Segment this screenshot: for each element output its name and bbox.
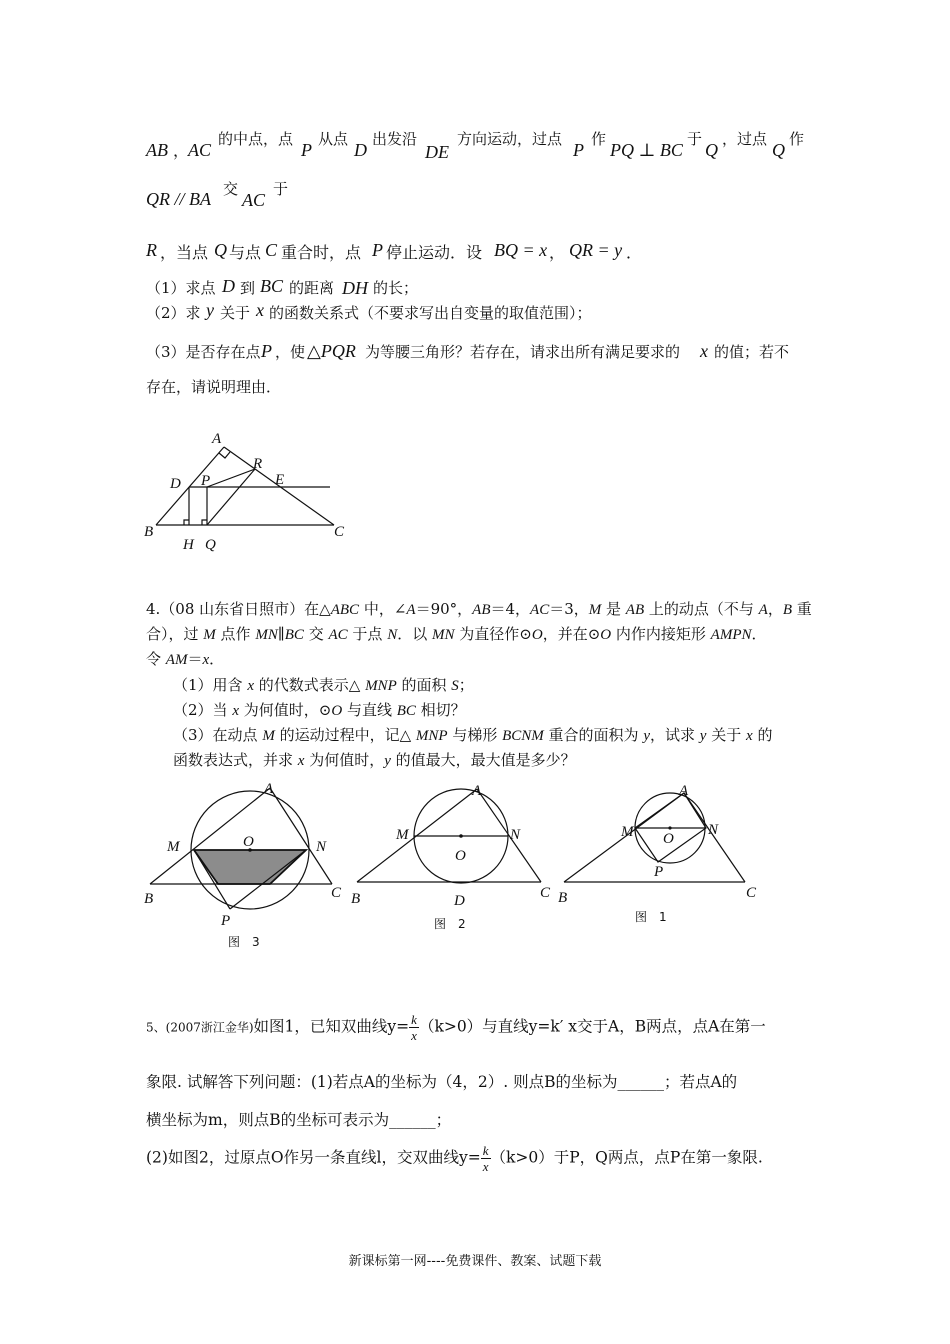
caption: 图 1 <box>635 910 667 924</box>
problem-3-line4-token: 的长； <box>373 279 419 297</box>
problem-3-line4-token: DH <box>342 278 368 298</box>
problem-3-line1-token: 作 <box>591 130 607 148</box>
label-a: A <box>472 783 482 799</box>
problem-3-line1-token: DE <box>425 142 449 162</box>
problem-4-q3-cont: 函数表达式，并求 x 为何值时，y 的值最大，最大值是多少？ <box>173 751 576 769</box>
problem-3-line6-token: 为等腰三角形？若存在，请求出所有满足要求的 <box>365 343 681 361</box>
label-d: D <box>170 476 181 492</box>
label-o: O <box>455 848 466 864</box>
label-o: O <box>243 834 254 850</box>
problem-3-line5-token: 关于 <box>220 304 251 322</box>
page-footer: 新课标第一网----免费课件、教案、试题下载 <box>348 1254 602 1269</box>
label-h: H <box>183 537 194 553</box>
problem-3-line5-token: y <box>206 300 214 320</box>
problem-3-line5-token: 的函数关系式（不要求写出自变量的取值范围）； <box>269 304 592 322</box>
problem-3-line3-token: ，当点 <box>160 243 209 262</box>
label-a: A <box>679 783 689 799</box>
problem-3-line6-token: P <box>261 341 272 361</box>
label-a: A <box>264 781 274 797</box>
problem-3-line4-token: BC <box>260 276 284 296</box>
problem-4-q2: （2）当 x 为何值时，⊙O 与直线 BC 相切？ <box>173 701 466 719</box>
problem-3-line1-token: Q <box>705 140 718 160</box>
problem-4-q1: （1）用含 x 的代数式表示△ MNP 的面积 S； <box>173 676 474 694</box>
label-c: C <box>331 885 342 901</box>
problem-3-line3-token: 停止运动．设 <box>386 243 483 262</box>
problem-3-line3-token: 重合时，点 <box>281 243 362 262</box>
problem-5-line-3: 横坐标为m，则点B的坐标可表示为______； <box>146 1111 452 1129</box>
problem-3-line1-token: ， <box>173 141 190 160</box>
problem-3-line4-token: 到 <box>240 279 256 297</box>
problem-4-line-2: 合），过 M 点作 MN∥BC 交 AC 于点 N．以 MN 为直径作⊙O，并在⊙O 内作内接矩形 AMPN． <box>146 625 767 643</box>
problem-3-line1-token: D <box>354 140 367 160</box>
label-b: B <box>558 890 568 906</box>
label-c: C <box>334 524 345 540</box>
problem-3-line5-token: （2）求 <box>146 304 201 322</box>
label-n: N <box>510 827 521 843</box>
problem-4-q3: （3）在动点 M 的运动过程中，记△ MNP 与梯形 BCNM 重合的面积为 y，试求 y 关于 x 的 <box>173 726 773 744</box>
problem-3-line1-token: 出发沿 <box>372 130 418 148</box>
label-n: N <box>708 822 719 838</box>
shaded-region <box>194 850 306 884</box>
problem-3-line3-token: ， <box>549 243 566 262</box>
label-c: C <box>540 885 551 901</box>
problem-5-line-2: 象限. 试解答下列问题：(1)若点A的坐标为（4，2）. 则点B的坐标为______；若点A的 <box>146 1073 738 1091</box>
problem-3-line2-token: AC <box>242 190 266 210</box>
fraction-k-over-x: $\frac{k}{x}$ <box>482 1143 489 1174</box>
label-r: R <box>253 456 263 472</box>
problem-number: 5、 <box>146 1020 166 1035</box>
problem-3-line1-token: 于 <box>687 130 703 148</box>
label-c: C <box>746 885 757 901</box>
label-p: P <box>221 913 231 929</box>
problem-3-line1-token: 方向运动，过点 <box>457 130 563 148</box>
segment-ab <box>156 447 224 525</box>
problem-4-line-1: 4.（08 山东省日照市）在△ABC 中，∠A＝90°，AB＝4，AC＝3，M 是 AB 上的动点（不与 A，B 重 <box>146 600 812 618</box>
problem-3-line1-token: 从点 <box>318 130 349 148</box>
label-d: D <box>454 893 465 909</box>
problem-3-line1-token: P <box>573 140 584 160</box>
label-n: N <box>316 839 327 855</box>
label-b: B <box>144 524 154 540</box>
label-m: M <box>621 824 634 840</box>
problem-3-line2-token: 于 <box>273 180 289 198</box>
problem-3-line6-token: ，使 <box>275 343 306 361</box>
problem-4-figure-3 <box>140 780 360 955</box>
problem-3-line3-token: ． <box>626 243 643 262</box>
problem-3-line1-token: Q <box>772 140 785 160</box>
label-p: P <box>654 864 664 880</box>
problem-5-line-4: (2)如图2，过原点O作另一条直线l，交双曲线y= $\frac{k}{x}$ （k>0）于P，Q两点，点P在第一象限. <box>146 1143 763 1174</box>
problem-3-line3-token: C <box>265 240 278 260</box>
problem-3-line6-token: △PQR <box>307 341 356 361</box>
problem-3-line3-token: Q <box>214 240 227 260</box>
problem-4-figure-1 <box>555 780 765 930</box>
problem-4-line-3: 令 AM＝x． <box>146 650 225 668</box>
problem-3-line3-token: QR = y <box>569 240 623 260</box>
label-m: M <box>167 839 180 855</box>
label-e: E <box>275 472 285 488</box>
label-m: M <box>396 827 409 843</box>
problem-3-line3-token: P <box>372 240 383 260</box>
caption: 图 3 <box>228 935 260 949</box>
problem-3-line1-token: 的中点，点 <box>218 130 294 148</box>
fraction-k-over-x: $\frac{k}{x}$ <box>411 1012 417 1043</box>
label-o: O <box>663 831 674 847</box>
caption: 图 2 <box>434 917 466 931</box>
problem-4-figure-2 <box>350 780 560 940</box>
source: (2007浙江金华) <box>165 1020 254 1035</box>
problem-3-line3-token: BQ = x <box>494 240 548 260</box>
problem-3-line3-token: R <box>146 240 157 260</box>
problem-3-line1-token: AB <box>146 140 168 160</box>
problem-3-line4-token: D <box>222 276 235 296</box>
problem-3-line1-token: P <box>301 140 312 160</box>
problem-3-line6-token: 的值；若不 <box>714 343 790 361</box>
problem-5-line-1: 5、(2007浙江金华)如图1，已知双曲线y= $\frac{k}{x}$ （k>0）与直线y=k′ x交于A，B两点，点A在第一 <box>146 1012 766 1043</box>
label-a: A <box>212 431 222 447</box>
problem-3-line1-token: AC <box>188 140 212 160</box>
label-b: B <box>351 891 361 907</box>
problem-3-line4-token: （1）求点 <box>146 279 216 297</box>
right-angle-q <box>202 520 207 525</box>
label-q: Q <box>205 537 216 553</box>
label-p: P <box>201 473 211 489</box>
problem-3-line4-token: 的距离 <box>289 279 335 297</box>
problem-3-line3-token: 与点 <box>229 243 262 262</box>
label-b: B <box>144 891 154 907</box>
right-angle-h <box>184 520 189 525</box>
problem-3-figure <box>140 428 360 558</box>
problem-3-line6-token: x <box>700 341 708 361</box>
problem-3-line2-token: 交 <box>223 180 239 198</box>
problem-3-line1-token: PQ ⊥ BC <box>610 140 683 160</box>
problem-3-line5-token: x <box>256 300 264 320</box>
right-angle-a <box>219 452 230 458</box>
problem-3-line1-token: 作 <box>789 130 805 148</box>
problem-3-line2-token: QR // BA <box>146 189 211 209</box>
problem-3-line7-token: 存在，请说明理由． <box>146 378 282 396</box>
problem-3-line6-token: （3）是否存在点 <box>146 343 261 361</box>
problem-3-line1-token: ，过点 <box>722 130 768 148</box>
